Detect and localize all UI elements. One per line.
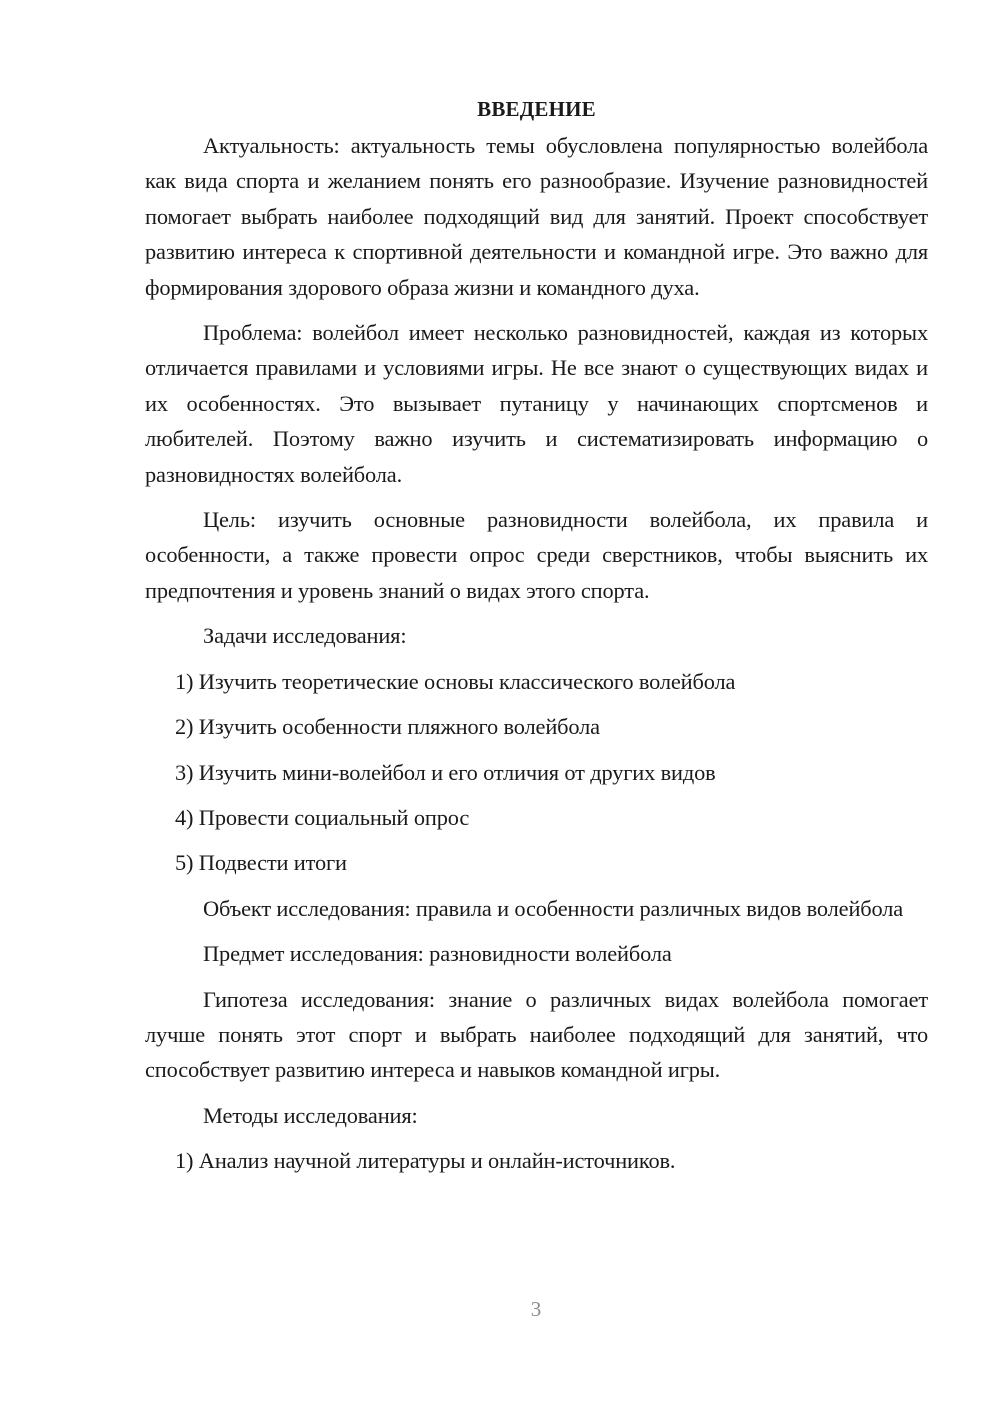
problem-paragraph: Проблема: волейбол имеет несколько разновидностей, каждая из которых отличается правилами и условиями игры. Не все знают о существующих видах и их особенностях. Это вызывает путаницу у начинающих спортсменов и любителей. Поэтому важно изучить и систематизировать информацию о разновидностях волейбола. (145, 320, 928, 487)
goal-paragraph: Цель: изучить основные разновидности волейбола, их правила и особенности, а также провести опрос среди сверстников, чтобы выяснить их предпочтения и уровень знаний о видах этого спорта. (145, 507, 928, 603)
document-page (145, 92, 928, 1189)
relevance-paragraph: Актуальность: актуальность темы обусловлена популярностью волейбола как вида спорта и желанием понять его разнообразие. Изучение разновидностей помогает выбрать наиболее подходящий вид для занятий. Проект способствует развитию интереса к спортивной деятельности и командной игре. Это важно для формирования здорового образа жизни и командного духа. (145, 133, 928, 300)
method-item: 1) Анализ научной литературы и онлайн-источников. (175, 1148, 676, 1174)
task-item: 3) Изучить мини-волейбол и его отличия от других видов (175, 759, 716, 785)
task-item: 5) Подвести итоги (175, 850, 347, 876)
task-item: 1) Изучить теоретические основы классического волейбола (175, 668, 736, 694)
object-paragraph: Объект исследования: правила и особенности различных видов волейбола (203, 895, 904, 921)
hypothesis-paragraph: Гипотеза исследования: знание о различных видах волейбола помогает лучше понять этот спорт и выбрать наиболее подходящий для занятий, что способствует развитию интереса и навыков командной игры. (145, 986, 928, 1083)
page-number: 3 (530, 1297, 542, 1321)
tasks-list (145, 664, 928, 881)
tasks-heading: Задачи исследования: (203, 623, 407, 649)
methods-list (145, 1143, 928, 1178)
task-item: 2) Изучить особенности пляжного волейбола (175, 714, 600, 740)
task-item: 4) Провести социальный опрос (175, 804, 470, 830)
subject-paragraph: Предмет исследования: разновидности волейбола (203, 941, 672, 967)
section-title: ВВЕДЕНИЕ (477, 97, 596, 121)
methods-heading: Методы исследования: (203, 1102, 418, 1128)
